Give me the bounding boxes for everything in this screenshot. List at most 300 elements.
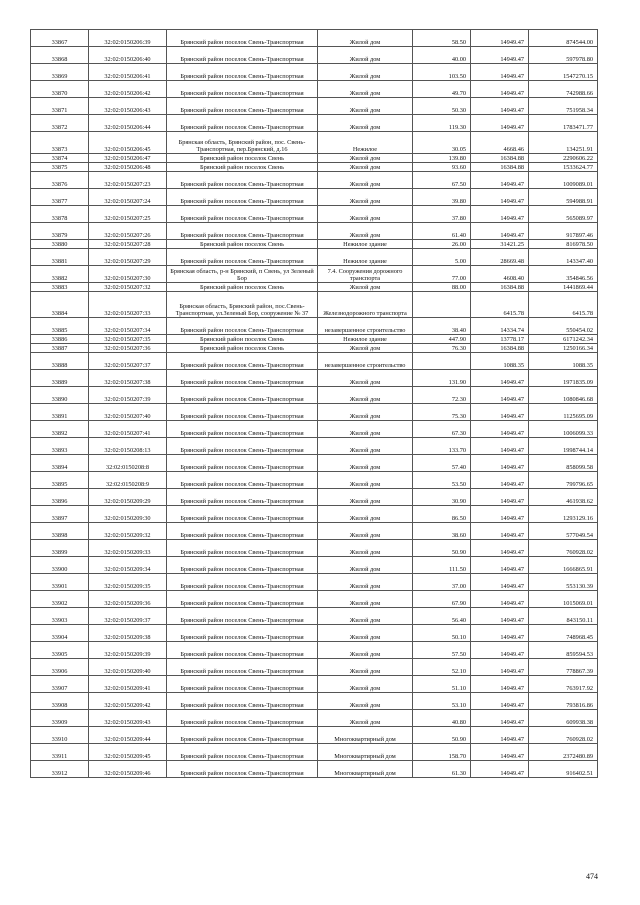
table-row [31, 744, 598, 761]
cadastral-number-cell: 32:02:0150209:46 [89, 761, 167, 778]
address-cell: Брянский район поселок Свень-Транспортная [167, 489, 318, 506]
unit-price-cell: 14949.47 [471, 523, 529, 540]
cadastral-value-cell: 917897.46 [529, 223, 598, 240]
address-cell: Брянский район поселок Свень-Транспортная [167, 47, 318, 64]
object-type-cell: незавершенное строительство [318, 353, 413, 370]
area-cell: 61.40 [413, 223, 471, 240]
address-cell: Брянский район поселок Свень-Транспортная [167, 557, 318, 574]
area-cell: 50.10 [413, 625, 471, 642]
row-id-cell: 33893 [31, 438, 89, 455]
cadastral-value-cell: 550454.02 [529, 318, 598, 335]
row-id-cell: 33867 [31, 30, 89, 47]
address-cell: Брянский район поселок Свень-Транспортная [167, 710, 318, 727]
cadastral-value-cell: 1009089.01 [529, 172, 598, 189]
area-cell: 67.30 [413, 421, 471, 438]
address-cell: Брянский район поселок Свень-Транспортная [167, 608, 318, 625]
area-cell: 76.30 [413, 344, 471, 353]
cadastral-value-cell: 793816.86 [529, 693, 598, 710]
row-id-cell: 33896 [31, 489, 89, 506]
cadastral-value-cell: 778867.39 [529, 659, 598, 676]
object-type-cell: Нежилое здание [318, 249, 413, 266]
table-row [31, 455, 598, 472]
address-cell: Брянский район поселок Свень-Транспортная [167, 625, 318, 642]
cadastral-value-cell: 1088.35 [529, 353, 598, 370]
object-type-cell: Жилой дом [318, 506, 413, 523]
cadastral-number-cell: 32:02:0150209:45 [89, 744, 167, 761]
object-type-cell: Жилой дом [318, 438, 413, 455]
unit-price-cell: 14949.47 [471, 744, 529, 761]
cadastral-number-cell: 32:02:0150208:13 [89, 438, 167, 455]
object-type-cell: Жилой дом [318, 591, 413, 608]
object-type-cell: 7.4. Сооружения дорожного транспорта [318, 266, 413, 283]
table-row [31, 318, 598, 335]
cadastral-number-cell: 32:02:0150208:8 [89, 455, 167, 472]
cadastral-number-cell: 32:02:0150207:25 [89, 206, 167, 223]
unit-price-cell: 14949.47 [471, 115, 529, 132]
table-row [31, 761, 598, 778]
cadastral-value-cell: 816978.50 [529, 240, 598, 249]
unit-price-cell: 14949.47 [471, 223, 529, 240]
unit-price-cell: 14949.47 [471, 64, 529, 81]
table-row [31, 64, 598, 81]
cadastral-number-cell: 32:02:0150207:24 [89, 189, 167, 206]
row-id-cell: 33884 [31, 292, 89, 318]
row-id-cell: 33874 [31, 154, 89, 163]
area-cell: 50.90 [413, 540, 471, 557]
cadastral-number-cell: 32:02:0150207:33 [89, 292, 167, 318]
cadastral-number-cell: 32:02:0150207:37 [89, 353, 167, 370]
unit-price-cell: 14949.47 [471, 421, 529, 438]
table-row [31, 154, 598, 163]
row-id-cell: 33906 [31, 659, 89, 676]
cadastral-number-cell: 32:02:0150207:32 [89, 283, 167, 292]
address-cell: Брянская область, Брянский район, пос.Свень-Транспортная, ул.Зеленый Бор, сооружение № 37 [167, 292, 318, 318]
cadastral-number-cell: 32:02:0150209:34 [89, 557, 167, 574]
unit-price-cell: 16384.88 [471, 154, 529, 163]
object-type-cell: Жилой дом [318, 172, 413, 189]
table-row [31, 404, 598, 421]
object-type-cell: Многоквартирный дом [318, 727, 413, 744]
row-id-cell: 33869 [31, 64, 89, 81]
unit-price-cell: 14949.47 [471, 30, 529, 47]
cadastral-number-cell: 32:02:0150208:9 [89, 472, 167, 489]
table-row [31, 172, 598, 189]
object-type-cell: Многоквартирный дом [318, 761, 413, 778]
row-id-cell: 33892 [31, 421, 89, 438]
unit-price-cell: 14949.47 [471, 506, 529, 523]
row-id-cell: 33883 [31, 283, 89, 292]
cadastral-number-cell: 32:02:0150209:36 [89, 591, 167, 608]
table-body [31, 30, 598, 778]
unit-price-cell: 14949.47 [471, 404, 529, 421]
address-cell: Брянский район поселок Свень-Транспортная [167, 744, 318, 761]
table-row [31, 98, 598, 115]
address-cell: Брянский район поселок Свень-Транспортная [167, 659, 318, 676]
object-type-cell: Жилой дом [318, 608, 413, 625]
unit-price-cell: 16384.88 [471, 163, 529, 172]
object-type-cell: Жилой дом [318, 81, 413, 98]
cadastral-value-cell: 1080846.68 [529, 387, 598, 404]
unit-price-cell: 14949.47 [471, 172, 529, 189]
row-id-cell: 33894 [31, 455, 89, 472]
table-row [31, 81, 598, 98]
address-cell: Брянский район поселок Свень-Транспортная [167, 172, 318, 189]
address-cell: Брянский район поселок Свень-Транспортная [167, 249, 318, 266]
cadastral-value-cell: 6171242.34 [529, 335, 598, 344]
object-type-cell: Жилой дом [318, 115, 413, 132]
unit-price-cell: 14949.47 [471, 81, 529, 98]
register-sheet [30, 29, 597, 778]
table-row [31, 344, 598, 353]
table-row [31, 266, 598, 283]
object-type-cell: Жилой дом [318, 659, 413, 676]
address-cell: Брянский район поселок Свень [167, 240, 318, 249]
object-type-cell: Жилой дом [318, 642, 413, 659]
cadastral-value-cell: 1441869.44 [529, 283, 598, 292]
cadastral-value-cell: 748968.45 [529, 625, 598, 642]
cadastral-value-cell: 1006099.33 [529, 421, 598, 438]
table-row [31, 472, 598, 489]
area-cell: 5.00 [413, 249, 471, 266]
address-cell: Брянский район поселок Свень-Транспортная [167, 81, 318, 98]
cadastral-value-cell: 6415.78 [529, 292, 598, 318]
row-id-cell: 33899 [31, 540, 89, 557]
area-cell: 40.00 [413, 47, 471, 64]
table-row [31, 163, 598, 172]
object-type-cell: Жилой дом [318, 693, 413, 710]
row-id-cell: 33903 [31, 608, 89, 625]
row-id-cell: 33891 [31, 404, 89, 421]
unit-price-cell: 14334.74 [471, 318, 529, 335]
row-id-cell: 33878 [31, 206, 89, 223]
row-id-cell: 33886 [31, 335, 89, 344]
row-id-cell: 33889 [31, 370, 89, 387]
cadastral-number-cell: 32:02:0150206:39 [89, 30, 167, 47]
area-cell: 56.40 [413, 608, 471, 625]
address-cell: Брянский район поселок Свень-Транспортная [167, 574, 318, 591]
address-cell: Брянский район поселок Свень-Транспортная [167, 591, 318, 608]
address-cell: Брянский район поселок Свень-Транспортная [167, 64, 318, 81]
cadastral-value-cell: 858099.58 [529, 455, 598, 472]
unit-price-cell: 14949.47 [471, 47, 529, 64]
table-row [31, 249, 598, 266]
cadastral-value-cell: 594988.91 [529, 189, 598, 206]
row-id-cell: 33902 [31, 591, 89, 608]
area-cell: 51.10 [413, 676, 471, 693]
address-cell: Брянский район поселок Свень [167, 154, 318, 163]
object-type-cell: Жилой дом [318, 472, 413, 489]
cadastral-value-cell: 1971835.09 [529, 370, 598, 387]
object-type-cell: Жилой дом [318, 540, 413, 557]
address-cell: Брянский район поселок Свень-Транспортная [167, 421, 318, 438]
object-type-cell: Жилой дом [318, 206, 413, 223]
address-cell: Брянский район поселок Свень-Транспортная [167, 30, 318, 47]
table-row [31, 642, 598, 659]
object-type-cell: Жилой дом [318, 557, 413, 574]
address-cell: Брянский район поселок Свень-Транспортная [167, 472, 318, 489]
object-type-cell: Жилой дом [318, 489, 413, 506]
address-cell: Брянский район поселок Свень-Транспортная [167, 318, 318, 335]
cadastral-number-cell: 32:02:0150209:40 [89, 659, 167, 676]
cadastral-number-cell: 32:02:0150207:40 [89, 404, 167, 421]
row-id-cell: 33904 [31, 625, 89, 642]
area-cell [413, 292, 471, 318]
unit-price-cell: 14949.47 [471, 472, 529, 489]
row-id-cell: 33871 [31, 98, 89, 115]
cadastral-value-cell: 1783471.77 [529, 115, 598, 132]
unit-price-cell: 14949.47 [471, 727, 529, 744]
row-id-cell: 33880 [31, 240, 89, 249]
object-type-cell: Жилой дом [318, 574, 413, 591]
area-cell: 93.60 [413, 163, 471, 172]
address-cell: Брянский район поселок Свень [167, 335, 318, 344]
cadastral-number-cell: 32:02:0150209:32 [89, 523, 167, 540]
object-type-cell: Жилой дом [318, 47, 413, 64]
cadastral-value-cell: 742988.66 [529, 81, 598, 98]
cadastral-value-cell: 577049.54 [529, 523, 598, 540]
row-id-cell: 33868 [31, 47, 89, 64]
row-id-cell: 33905 [31, 642, 89, 659]
unit-price-cell: 14949.47 [471, 557, 529, 574]
row-id-cell: 33897 [31, 506, 89, 523]
unit-price-cell: 14949.47 [471, 206, 529, 223]
cadastral-number-cell: 32:02:0150207:41 [89, 421, 167, 438]
address-cell: Брянский район поселок Свень-Транспортная [167, 189, 318, 206]
area-cell: 50.90 [413, 727, 471, 744]
cadastral-number-cell: 32:02:0150207:39 [89, 387, 167, 404]
table-row [31, 335, 598, 344]
area-cell: 139.80 [413, 154, 471, 163]
table-row [31, 132, 598, 154]
cadastral-value-cell: 874544.00 [529, 30, 598, 47]
table-row [31, 608, 598, 625]
object-type-cell: Жилой дом [318, 404, 413, 421]
area-cell: 119.30 [413, 115, 471, 132]
area-cell: 38.40 [413, 318, 471, 335]
address-cell: Брянский район поселок Свень-Транспортная [167, 387, 318, 404]
area-cell: 57.40 [413, 455, 471, 472]
object-type-cell: незавершенное строительство [318, 318, 413, 335]
cadastral-number-cell: 32:02:0150209:44 [89, 727, 167, 744]
area-cell: 49.70 [413, 81, 471, 98]
cadastral-number-cell: 32:02:0150209:39 [89, 642, 167, 659]
area-cell [413, 353, 471, 370]
object-type-cell: Жилой дом [318, 387, 413, 404]
cadastral-value-cell: 597978.80 [529, 47, 598, 64]
cadastral-number-cell: 32:02:0150207:26 [89, 223, 167, 240]
area-cell: 111.50 [413, 557, 471, 574]
address-cell: Брянский район поселок Свень-Транспортная [167, 404, 318, 421]
table-row [31, 625, 598, 642]
table-row [31, 574, 598, 591]
area-cell: 447.90 [413, 335, 471, 344]
object-type-cell: Жилой дом [318, 676, 413, 693]
cadastral-value-cell: 1998744.14 [529, 438, 598, 455]
row-id-cell: 33898 [31, 523, 89, 540]
cadastral-value-cell: 1533624.77 [529, 163, 598, 172]
area-cell: 131.90 [413, 370, 471, 387]
row-id-cell: 33876 [31, 172, 89, 189]
table-row [31, 557, 598, 574]
unit-price-cell: 4668.46 [471, 132, 529, 154]
address-cell: Брянская область, р-н Брянский, п Свень, ул Зеленый Бор [167, 266, 318, 283]
address-cell: Брянский район поселок Свень [167, 344, 318, 353]
object-type-cell: Жилой дом [318, 421, 413, 438]
area-cell: 58.50 [413, 30, 471, 47]
object-type-cell: Жилой дом [318, 223, 413, 240]
unit-price-cell: 14949.47 [471, 659, 529, 676]
object-type-cell: Нежилое [318, 132, 413, 154]
cadastral-number-cell: 32:02:0150209:35 [89, 574, 167, 591]
row-id-cell: 33910 [31, 727, 89, 744]
cadastral-number-cell: 32:02:0150206:48 [89, 163, 167, 172]
table-row [31, 591, 598, 608]
object-type-cell: Многоквартирный дом [318, 744, 413, 761]
cadastral-value-cell: 859594.53 [529, 642, 598, 659]
table-row [31, 506, 598, 523]
area-cell: 52.10 [413, 659, 471, 676]
area-cell: 75.30 [413, 404, 471, 421]
area-cell: 50.30 [413, 98, 471, 115]
cadastral-number-cell: 32:02:0150206:42 [89, 81, 167, 98]
area-cell: 39.80 [413, 189, 471, 206]
object-type-cell: Жилой дом [318, 625, 413, 642]
object-type-cell: Жилой дом [318, 154, 413, 163]
row-id-cell: 33877 [31, 189, 89, 206]
unit-price-cell: 31421.25 [471, 240, 529, 249]
cadastral-value-cell: 1250166.34 [529, 344, 598, 353]
object-type-cell: Жилой дом [318, 163, 413, 172]
area-cell: 67.50 [413, 172, 471, 189]
row-id-cell: 33909 [31, 710, 89, 727]
area-cell: 72.30 [413, 387, 471, 404]
unit-price-cell: 14949.47 [471, 387, 529, 404]
table-row [31, 223, 598, 240]
cadastral-number-cell: 32:02:0150207:35 [89, 335, 167, 344]
table-row [31, 710, 598, 727]
unit-price-cell: 14949.47 [471, 455, 529, 472]
unit-price-cell: 1088.35 [471, 353, 529, 370]
object-type-cell: Жилой дом [318, 370, 413, 387]
row-id-cell: 33888 [31, 353, 89, 370]
table-row [31, 283, 598, 292]
cadastral-number-cell: 32:02:0150209:37 [89, 608, 167, 625]
area-cell: 77.00 [413, 266, 471, 283]
cadastral-number-cell: 32:02:0150207:38 [89, 370, 167, 387]
unit-price-cell: 14949.47 [471, 189, 529, 206]
cadastral-value-cell: 763917.92 [529, 676, 598, 693]
area-cell: 88.00 [413, 283, 471, 292]
area-cell: 103.50 [413, 64, 471, 81]
area-cell: 26.00 [413, 240, 471, 249]
area-cell: 40.80 [413, 710, 471, 727]
object-type-cell: Жилой дом [318, 30, 413, 47]
unit-price-cell: 14949.47 [471, 489, 529, 506]
unit-price-cell: 13778.17 [471, 335, 529, 344]
cadastral-number-cell: 32:02:0150207:23 [89, 172, 167, 189]
object-type-cell: Жилой дом [318, 710, 413, 727]
unit-price-cell: 14949.47 [471, 98, 529, 115]
table-row [31, 30, 598, 47]
object-type-cell: Нежилое здание [318, 240, 413, 249]
object-type-cell: Нежилое здание [318, 335, 413, 344]
cadastral-number-cell: 32:02:0150207:36 [89, 344, 167, 353]
table-row [31, 421, 598, 438]
cadastral-value-cell: 1666865.91 [529, 557, 598, 574]
table-row [31, 387, 598, 404]
unit-price-cell: 6415.78 [471, 292, 529, 318]
address-cell: Брянский район поселок Свень-Транспортная [167, 370, 318, 387]
unit-price-cell: 14949.47 [471, 370, 529, 387]
table-row [31, 676, 598, 693]
cadastral-number-cell: 32:02:0150206:43 [89, 98, 167, 115]
cadastral-number-cell: 32:02:0150209:43 [89, 710, 167, 727]
cadastral-value-cell: 799796.65 [529, 472, 598, 489]
table-row [31, 115, 598, 132]
row-id-cell: 33890 [31, 387, 89, 404]
area-cell: 53.50 [413, 472, 471, 489]
address-cell: Брянский район поселок Свень-Транспортная [167, 206, 318, 223]
address-cell: Брянский район поселок Свень-Транспортная [167, 540, 318, 557]
object-type-cell: Жилой дом [318, 189, 413, 206]
row-id-cell: 33912 [31, 761, 89, 778]
row-id-cell: 33873 [31, 132, 89, 154]
table-row [31, 240, 598, 249]
object-type-cell: Жилой дом [318, 455, 413, 472]
object-type-cell: Жилой дом [318, 523, 413, 540]
row-id-cell: 33887 [31, 344, 89, 353]
area-cell: 37.00 [413, 574, 471, 591]
unit-price-cell: 14949.47 [471, 625, 529, 642]
table-row [31, 489, 598, 506]
row-id-cell: 33907 [31, 676, 89, 693]
cadastral-number-cell: 32:02:0150206:41 [89, 64, 167, 81]
cadastral-value-cell: 2290606.22 [529, 154, 598, 163]
area-cell: 53.10 [413, 693, 471, 710]
address-cell: Брянская область, Брянский район, пос. Свень-Транспортная, пер.Брянский, д.16 [167, 132, 318, 154]
unit-price-cell: 28669.48 [471, 249, 529, 266]
unit-price-cell: 16384.88 [471, 283, 529, 292]
cadastral-number-cell: 32:02:0150206:40 [89, 47, 167, 64]
cadastral-value-cell: 553130.39 [529, 574, 598, 591]
table-row [31, 189, 598, 206]
row-id-cell: 33872 [31, 115, 89, 132]
row-id-cell: 33901 [31, 574, 89, 591]
cadastral-value-cell: 916402.51 [529, 761, 598, 778]
address-cell: Брянский район поселок Свень-Транспортная [167, 455, 318, 472]
area-cell: 133.70 [413, 438, 471, 455]
cadastral-value-cell: 143347.40 [529, 249, 598, 266]
cadastral-number-cell: 32:02:0150207:34 [89, 318, 167, 335]
row-id-cell: 33908 [31, 693, 89, 710]
row-id-cell: 33881 [31, 249, 89, 266]
object-type-cell: Железнодорожного транспорта [318, 292, 413, 318]
address-cell: Брянский район поселок Свень [167, 163, 318, 172]
address-cell: Брянский район поселок Свень-Транспортная [167, 523, 318, 540]
table-row [31, 353, 598, 370]
address-cell: Брянский район поселок Свень-Транспортная [167, 727, 318, 744]
cadastral-value-cell: 1015069.01 [529, 591, 598, 608]
row-id-cell: 33882 [31, 266, 89, 283]
cadastral-value-cell: 1547270.15 [529, 64, 598, 81]
address-cell: Брянский район поселок Свень-Транспортная [167, 761, 318, 778]
address-cell: Брянский район поселок Свень-Транспортная [167, 115, 318, 132]
row-id-cell: 33875 [31, 163, 89, 172]
address-cell: Брянский район поселок Свень-Транспортная [167, 693, 318, 710]
unit-price-cell: 14949.47 [471, 540, 529, 557]
property-table [30, 29, 598, 778]
row-id-cell: 33885 [31, 318, 89, 335]
